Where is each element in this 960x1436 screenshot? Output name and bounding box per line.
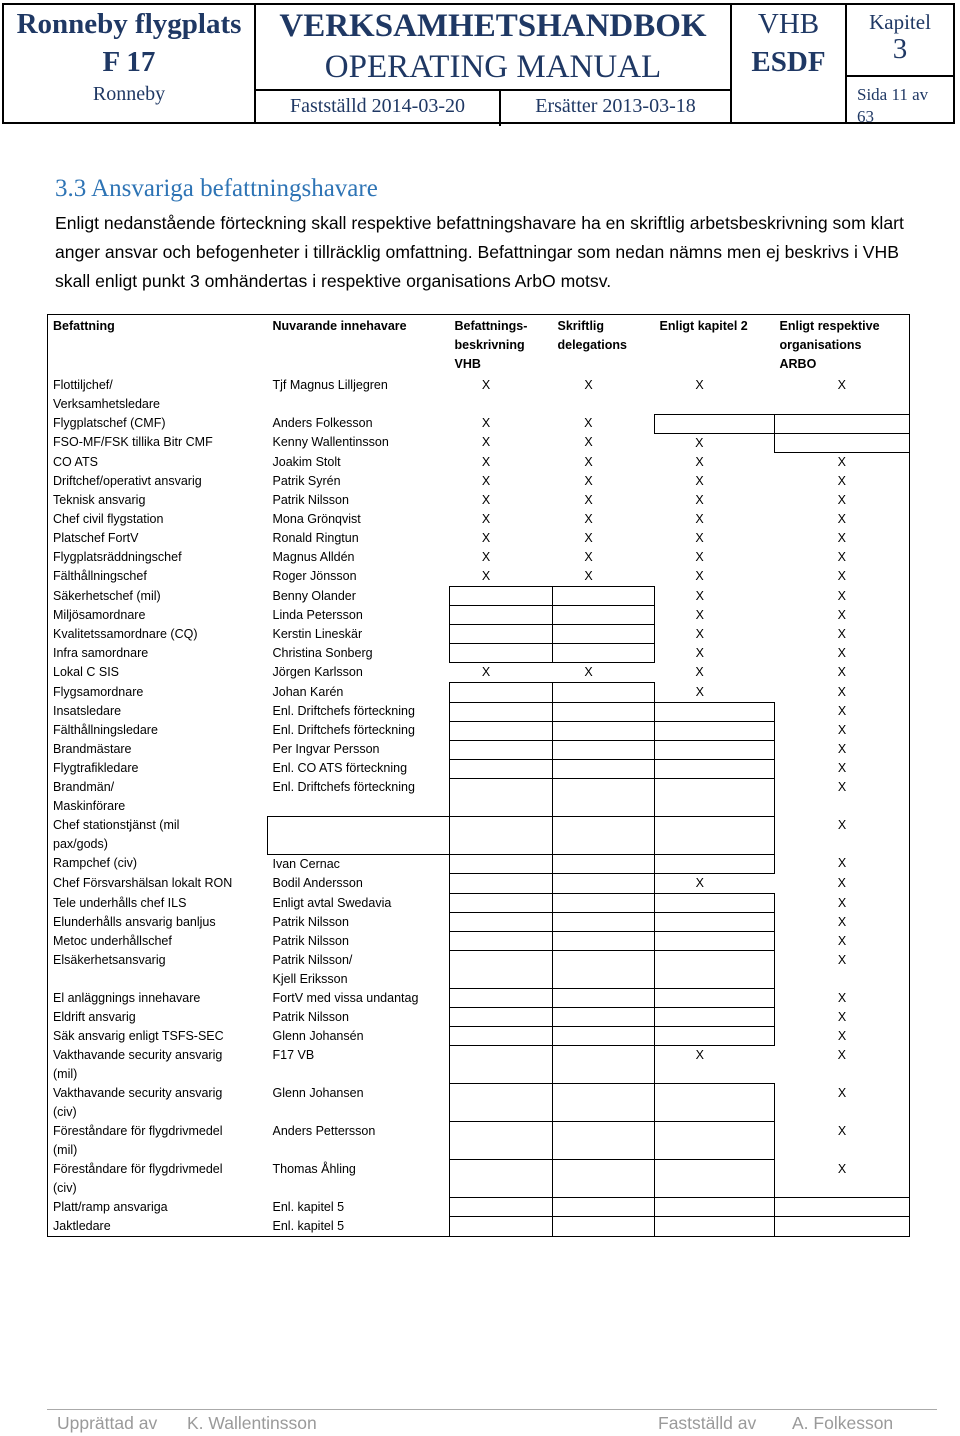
mark-cell <box>553 874 655 894</box>
mark-cell: X <box>837 1161 847 1176</box>
mark-cell <box>553 1160 655 1198</box>
mark-cell: X <box>481 512 491 526</box>
mark-cell: X <box>584 665 593 679</box>
mark-cell <box>450 778 553 816</box>
holder-cell: Ivan Cernac <box>272 856 340 871</box>
mark-cell: X <box>481 416 491 430</box>
mark-cell: X <box>584 416 593 430</box>
mark-cell: X <box>695 378 704 392</box>
mark-cell <box>553 702 655 721</box>
table-row <box>48 433 910 453</box>
column-header: Enligt kapitel 2 <box>659 319 748 333</box>
mark-cell: X <box>837 664 846 679</box>
mark-cell: X <box>837 761 847 775</box>
table-row <box>48 1198 910 1217</box>
section-title: 3.3 Ansvariga befattningshavare <box>55 175 378 202</box>
mark-cell <box>553 606 655 625</box>
mark-cell: X <box>584 474 593 488</box>
mark-cell <box>655 1160 775 1198</box>
responsibility-table-wrapper <box>47 314 910 1237</box>
holder-cell: F17 VB <box>272 1047 315 1062</box>
mark-cell <box>450 1084 553 1122</box>
mark-cell <box>450 1198 553 1217</box>
table-row <box>48 1122 910 1160</box>
mark-cell <box>655 1008 775 1027</box>
table-row <box>48 721 910 740</box>
table-header-row <box>48 315 910 377</box>
holder-cell: Enligt avtal Swedavia <box>272 895 392 910</box>
table-row <box>48 453 910 473</box>
mark-cell: X <box>837 1085 847 1100</box>
section-paragraph: Enligt nedanstående förteckning skall respektive befattningshavare ha en skriftlig arbetsbeskrivning som klart anger ansvar och befogenheter i tillräcklig omfattning. Befattningar som nedan nämns men ej beskrivs i VHB skall enligt punkt 3 omhändertas i respektive organisations ArbO motsv. <box>55 213 904 291</box>
mark-cell <box>450 759 553 778</box>
table-row <box>48 816 910 854</box>
location-name: Ronneby <box>92 83 166 105</box>
holder-cell: Magnus Alldén <box>272 550 355 564</box>
organization-name: Ronneby flygplats <box>16 8 242 40</box>
header-organization-cell <box>4 5 256 122</box>
header-title-cell <box>256 5 732 122</box>
table-row <box>48 1217 910 1237</box>
position-cell: Rampchef (civ) <box>53 856 138 870</box>
position-cell: Flygsamordnare <box>53 684 144 699</box>
position-cell: Vakthavande security ansvarig (civ) <box>53 1085 223 1119</box>
mark-cell: X <box>837 378 846 392</box>
mark-cell <box>553 894 655 913</box>
prepared-label: Upprättad av <box>57 1413 158 1433</box>
mark-cell: X <box>695 454 704 469</box>
approved-by: A. Folkesson <box>792 1413 894 1433</box>
mark-cell <box>775 1217 910 1237</box>
mark-cell <box>553 1122 655 1160</box>
mark-cell <box>775 433 910 453</box>
mark-cell: X <box>837 990 847 1005</box>
mark-cell <box>450 1008 553 1027</box>
prepared-by: K. Wallentinsson <box>187 1413 317 1433</box>
position-cell: Jaktledare <box>53 1218 111 1233</box>
mark-cell <box>553 989 655 1008</box>
holder-cell: Enl. Driftchefs förteckning <box>272 780 415 794</box>
table-row <box>48 510 910 529</box>
position-cell: Vakthavande security ansvarig (mil) <box>53 1047 223 1081</box>
mark-cell <box>553 625 655 644</box>
mark-cell: X <box>837 704 847 718</box>
position-cell: Insatsledare <box>53 704 122 718</box>
mark-cell <box>450 721 553 740</box>
table-row <box>48 894 910 913</box>
mark-cell <box>553 721 655 740</box>
chapter-label: Kapitel <box>869 10 931 34</box>
mark-cell: X <box>837 493 846 507</box>
position-cell: Säk ansvarig enligt TSFS-SEC <box>53 1028 224 1043</box>
position-cell: Flygplatsräddningschef <box>53 550 182 564</box>
mark-cell <box>450 625 553 644</box>
holder-cell: Glenn Johansen <box>272 1085 364 1100</box>
holder-cell: Roger Jönsson <box>272 569 357 583</box>
mark-cell <box>553 1027 655 1046</box>
mark-cell: X <box>837 914 847 929</box>
mark-cell: X <box>837 550 846 564</box>
doc-code-vhb: VHB <box>757 8 820 40</box>
position-cell: Brandmästare <box>53 742 132 756</box>
mark-cell <box>450 1046 553 1084</box>
position-cell: Elunderhålls ansvarig banljus <box>53 914 216 929</box>
position-cell: Chef civil flygstation <box>53 512 164 526</box>
mark-cell <box>655 913 775 932</box>
position-cell: Metoc underhållschef <box>53 933 172 948</box>
mark-cell <box>553 587 655 606</box>
page-total: 63 <box>857 107 874 126</box>
mark-cell <box>553 644 655 663</box>
mark-cell: X <box>837 952 847 967</box>
holder-cell: Anders Pettersson <box>272 1123 376 1138</box>
document-title-sv: VERKSAMHETSHANDBOK <box>279 8 707 44</box>
mark-cell: X <box>584 435 593 449</box>
position-cell: Flottiljchef/ Verksamhetsledare <box>53 378 161 411</box>
mark-cell <box>450 587 553 606</box>
position-cell: Kvalitetssamordnare (CQ) <box>53 626 198 641</box>
mark-cell <box>775 1198 910 1217</box>
column-header: Befattning <box>53 319 115 333</box>
replaces-date: Ersätter 2013-03-18 <box>535 95 696 117</box>
mark-cell: X <box>695 607 704 622</box>
mark-cell: X <box>695 512 704 526</box>
holder-cell: Glenn Johansén <box>272 1028 364 1043</box>
table-body <box>48 376 910 1236</box>
table-row <box>48 644 910 663</box>
holder-cell: Patrik Syrén <box>272 474 341 488</box>
mark-cell <box>553 740 655 759</box>
holder-cell: Bodil Andersson <box>272 875 363 890</box>
mark-cell: X <box>481 474 491 488</box>
mark-cell: X <box>837 626 846 641</box>
position-cell: Infra samordnare <box>53 645 149 660</box>
mark-cell <box>655 759 775 778</box>
mark-cell: X <box>695 531 704 545</box>
table-row <box>48 1160 910 1198</box>
table-row <box>48 625 910 644</box>
mark-cell: X <box>695 474 704 488</box>
header-doc-code-cell <box>732 5 847 122</box>
mark-cell: X <box>695 569 704 583</box>
mark-cell <box>655 894 775 913</box>
position-cell: FSO-MF/FSK tillika Bitr CMF <box>53 435 213 449</box>
mark-cell <box>655 1084 775 1122</box>
column-header: Nuvarande innehavare <box>272 319 407 333</box>
table-row <box>48 414 910 433</box>
table-row <box>48 1008 910 1027</box>
mark-cell <box>553 683 655 703</box>
mark-cell: X <box>695 435 704 450</box>
mark-cell: X <box>695 684 704 699</box>
holder-cell: Patrik Nilsson <box>272 914 349 929</box>
mark-cell <box>450 894 553 913</box>
position-cell: Tele underhålls chef ILS <box>53 895 187 910</box>
position-cell: Lokal C SIS <box>53 664 120 679</box>
mark-cell <box>655 1217 775 1237</box>
mark-cell: X <box>837 723 847 737</box>
column-header: Enligt respektive organisations ARBO <box>779 319 880 371</box>
mark-cell: X <box>481 454 491 469</box>
mark-cell <box>553 932 655 951</box>
mark-cell <box>450 1122 553 1160</box>
mark-cell: X <box>837 1028 847 1043</box>
holder-cell: Mona Grönqvist <box>272 512 361 526</box>
mark-cell: X <box>584 493 593 507</box>
mark-cell: X <box>481 493 491 507</box>
mark-cell: X <box>837 645 846 660</box>
mark-cell <box>450 702 553 721</box>
position-cell: Föreståndare för flygdrivmedel (civ) <box>53 1161 223 1195</box>
mark-cell <box>450 854 553 874</box>
holder-cell: Johan Karén <box>272 684 344 699</box>
position-cell: Elsäkerhetsansvarig <box>53 952 166 967</box>
holder-cell: Linda Petersson <box>272 607 363 622</box>
mark-cell <box>655 740 775 759</box>
holder-cell: Enl. kapitel 5 <box>272 1218 345 1233</box>
position-cell: Platt/ramp ansvariga <box>53 1199 168 1214</box>
mark-cell: X <box>837 474 846 488</box>
mark-cell: X <box>837 875 846 890</box>
mark-cell <box>655 1027 775 1046</box>
mark-cell: X <box>837 684 846 699</box>
mark-cell <box>450 1027 553 1046</box>
header-chapter-cell <box>847 5 953 126</box>
mark-cell <box>553 1084 655 1122</box>
table-row <box>48 989 910 1008</box>
position-cell: El anläggnings innehavare <box>53 990 201 1005</box>
mark-cell <box>553 854 655 874</box>
table-row <box>48 1046 910 1084</box>
mark-cell: X <box>837 933 847 948</box>
approved-label: Fastställd av <box>658 1413 757 1433</box>
mark-cell <box>655 1198 775 1217</box>
table-row <box>48 548 910 567</box>
mark-cell: X <box>837 1123 847 1138</box>
mark-cell: X <box>837 512 846 526</box>
mark-cell: X <box>481 378 491 392</box>
mark-cell <box>553 1046 655 1084</box>
mark-cell: X <box>837 455 846 469</box>
table-row <box>48 874 910 894</box>
footer-divider <box>47 1409 937 1410</box>
table-row <box>48 1027 910 1046</box>
mark-cell <box>655 932 775 951</box>
mark-cell: X <box>584 550 593 564</box>
position-cell: Flygtrafikledare <box>53 761 139 775</box>
mark-cell <box>553 913 655 932</box>
position-cell: CO ATS <box>53 454 98 469</box>
mark-cell <box>655 1122 775 1160</box>
column-header: Befattnings- beskrivning VHB <box>454 319 528 371</box>
table-row <box>48 913 910 932</box>
table-row <box>48 567 910 587</box>
mark-cell <box>450 644 553 663</box>
mark-cell <box>553 951 655 989</box>
mark-cell: X <box>481 665 491 679</box>
mark-cell: X <box>695 1048 704 1062</box>
mark-cell: X <box>584 378 593 392</box>
mark-cell <box>450 740 553 759</box>
mark-cell <box>655 854 775 874</box>
mark-cell <box>553 1198 655 1217</box>
table-row <box>48 491 910 510</box>
table-row <box>48 740 910 759</box>
mark-cell <box>450 932 553 951</box>
mark-cell <box>553 1217 655 1237</box>
table-row <box>48 663 910 683</box>
holder-cell: Per Ingvar Persson <box>272 742 380 756</box>
mark-cell: X <box>695 876 704 890</box>
table-row <box>48 759 910 778</box>
mark-cell: X <box>695 645 704 660</box>
column-header: Skriftlig delegations <box>557 319 627 352</box>
position-cell: Brandmän/ Maskinförare <box>53 780 126 813</box>
chapter-divider <box>847 75 953 77</box>
page-label: Sida 11 av <box>857 85 929 104</box>
holder-cell: Patrik Nilsson <box>272 1009 349 1024</box>
mark-cell <box>450 989 553 1008</box>
mark-cell <box>553 1008 655 1027</box>
mark-cell: X <box>837 780 847 794</box>
position-cell: Platschef FortV <box>53 531 139 545</box>
chapter-number: 3 <box>892 33 908 65</box>
mark-cell: X <box>837 607 846 622</box>
mark-cell: X <box>695 626 704 641</box>
table-row <box>48 702 910 721</box>
mark-cell <box>775 414 910 433</box>
holder-cell: Enl. kapitel 5 <box>272 1199 345 1214</box>
wing-name: F 17 <box>102 46 156 78</box>
holder-cell: Ronald Ringtun <box>272 531 359 545</box>
mark-cell: X <box>695 664 704 679</box>
mark-cell: X <box>837 569 846 583</box>
holder-cell: Thomas Åhling <box>272 1161 356 1176</box>
mark-cell <box>655 778 775 816</box>
mark-cell <box>450 816 553 854</box>
responsibility-table <box>47 314 910 1237</box>
mark-cell: X <box>837 1047 846 1062</box>
position-cell: Eldrift ansvarig <box>53 1009 136 1024</box>
mark-cell <box>655 702 775 721</box>
holder-cell <box>268 816 450 854</box>
mark-cell: X <box>695 550 704 564</box>
document-header <box>2 3 955 124</box>
mark-cell: X <box>837 895 847 910</box>
table-row <box>48 854 910 874</box>
page-indicator <box>857 84 928 128</box>
mark-cell <box>450 1160 553 1198</box>
header-date-row <box>256 89 730 126</box>
mark-cell <box>655 721 775 740</box>
position-cell: Säkerhetschef (mil) <box>53 588 161 603</box>
mark-cell: X <box>584 454 593 469</box>
document-title-en: OPERATING MANUAL <box>324 49 662 85</box>
table-row <box>48 376 910 414</box>
mark-cell: X <box>837 742 847 756</box>
mark-cell: X <box>584 569 593 583</box>
position-cell: Chef stationstjänst (mil pax/gods) <box>53 818 180 851</box>
mark-cell: X <box>481 569 491 583</box>
mark-cell: X <box>837 856 847 870</box>
table-row <box>48 683 910 703</box>
mark-cell: X <box>481 550 491 564</box>
table-row <box>48 606 910 625</box>
table-row <box>48 951 910 989</box>
position-cell: Fälthållningschef <box>53 569 147 583</box>
table-row <box>48 587 910 606</box>
holder-cell: Enl. CO ATS förteckning <box>272 761 408 775</box>
established-date: Fastställd 2014-03-20 <box>256 91 501 126</box>
position-cell: Driftchef/operativt ansvarig <box>53 474 202 488</box>
holder-cell: Christina Sonberg <box>272 645 373 660</box>
holder-cell: Enl. Driftchefs förteckning <box>272 723 415 737</box>
mark-cell <box>655 816 775 854</box>
mark-cell: X <box>695 493 704 507</box>
holder-cell: Benny Olander <box>272 588 356 603</box>
mark-cell <box>450 913 553 932</box>
mark-cell: X <box>584 512 593 526</box>
position-cell: Miljösamordnare <box>53 607 146 622</box>
holder-cell: Tjf Magnus Lilljegren <box>272 378 388 392</box>
mark-cell: X <box>837 1009 847 1024</box>
position-cell: Flygplatschef (CMF) <box>53 416 166 430</box>
holder-cell: Patrik Nilsson <box>272 493 349 507</box>
doc-code-esdf: ESDF <box>751 46 826 78</box>
position-cell: Chef Försvarshälsan lokalt RON <box>53 875 233 890</box>
mark-cell: X <box>695 588 704 603</box>
table-row <box>48 472 910 491</box>
position-cell: Föreståndare för flygdrivmedel (mil) <box>53 1123 223 1157</box>
holder-cell: Kenny Wallentinsson <box>272 435 389 449</box>
holder-cell: Jörgen Karlsson <box>272 664 363 679</box>
mark-cell <box>553 816 655 854</box>
mark-cell <box>450 683 553 703</box>
mark-cell <box>450 874 553 894</box>
mark-cell <box>553 778 655 816</box>
holder-cell: Kerstin Lineskär <box>272 626 363 641</box>
mark-cell <box>655 414 775 433</box>
position-cell: Fälthållningsledare <box>53 723 158 737</box>
table-row <box>48 1084 910 1122</box>
mark-cell <box>450 606 553 625</box>
mark-cell: X <box>837 531 846 545</box>
holder-cell: FortV med vissa undantag <box>272 990 419 1005</box>
mark-cell: X <box>481 531 491 545</box>
mark-cell <box>655 951 775 989</box>
table-row <box>48 778 910 816</box>
holder-cell: Patrik Nilsson <box>272 933 349 948</box>
position-cell: Teknisk ansvarig <box>53 493 146 507</box>
holder-cell: Patrik Nilsson/ Kjell Eriksson <box>272 952 353 986</box>
table-row <box>48 529 910 548</box>
mark-cell <box>450 1217 553 1237</box>
holder-cell: Enl. Driftchefs förteckning <box>272 704 415 718</box>
mark-cell <box>655 989 775 1008</box>
mark-cell: X <box>481 435 491 449</box>
mark-cell <box>450 951 553 989</box>
mark-cell: X <box>837 818 847 832</box>
holder-cell: Joakim Stolt <box>272 454 341 469</box>
table-row <box>48 932 910 951</box>
holder-cell: Anders Folkesson <box>272 416 373 430</box>
mark-cell <box>553 759 655 778</box>
mark-cell: X <box>584 531 593 545</box>
mark-cell: X <box>837 588 846 603</box>
